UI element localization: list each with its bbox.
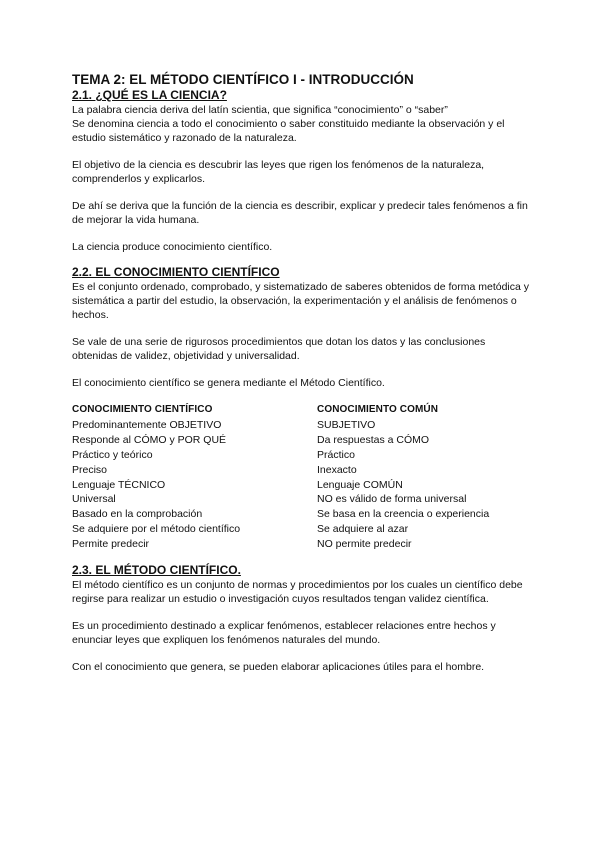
- section-1-heading: 2.1. ¿QUÉ ES LA CIENCIA?: [72, 88, 227, 102]
- scientific-trait-item: Se adquiere por el método científico: [72, 523, 241, 536]
- scientific-column-header: CONOCIMIENTO CIENTÍFICO: [72, 404, 213, 415]
- scientific-trait-item: Permite predecir: [72, 538, 150, 551]
- scientific-knowledge-column: [72, 403, 317, 552]
- common-trait-item: Se adquiere al azar: [317, 523, 409, 536]
- scientific-trait-item: Basado en la comprobación: [72, 508, 203, 521]
- document-page: [72, 72, 532, 674]
- common-column-header: CONOCIMIENTO COMÚN: [317, 404, 439, 415]
- scientific-trait-item: Predominantemente OBJETIVO: [72, 418, 222, 431]
- common-trait-item: Se basa en la creencia o experiencia: [317, 508, 490, 521]
- s2-paragraph-1: Es el conjunto ordenado, comprobado, y sistematizado de saberes obtenidos de forma metódica y sistemática a partir del estudio, la observación, la experimentación y el análisis de fenómenos o hechos.: [72, 281, 530, 321]
- s2-paragraph-2: Se vale de una serie de rigurosos procedimientos que dotan los datos y las conclusiones obtenidas de validez, objetividad y universalidad.: [72, 336, 486, 362]
- common-knowledge-column: [317, 403, 532, 552]
- s1-paragraph-5: La ciencia produce conocimiento científico.: [72, 241, 273, 253]
- common-trait-item: Da respuestas a CÓMO: [317, 433, 430, 446]
- s1-paragraph-3: El objetivo de la ciencia es descubrir las leyes que rigen los fenómenos de la naturaleza, comprenderlos y explicarlos.: [72, 159, 485, 185]
- common-trait-item: Lenguaje COMÚN: [317, 478, 403, 491]
- document-title: TEMA 2: EL MÉTODO CIENTÍFICO I - INTRODUCCIÓN: [72, 72, 414, 87]
- comparison-table: [72, 403, 532, 552]
- s1-paragraph-2: Se denomina ciencia a todo el conocimiento o saber constituido mediante la observación y el estudio sistemático y razonado de la naturaleza.: [72, 118, 505, 144]
- scientific-trait-item: Preciso: [72, 463, 108, 476]
- s1-paragraph-4: De ahí se deriva que la función de la ciencia es describir, explicar y predecir tales fenómenos a fin de mejorar la vida humana.: [72, 200, 528, 226]
- scientific-trait-item: Universal: [72, 493, 116, 506]
- common-trait-item: NO permite predecir: [317, 538, 412, 551]
- common-trait-item: Práctico: [317, 448, 355, 461]
- common-trait-item: SUBJETIVO: [317, 418, 376, 431]
- s3-paragraph-3: Con el conocimiento que genera, se pueden elaborar aplicaciones útiles para el hombre.: [72, 661, 485, 674]
- common-trait-item: NO es válido de forma universal: [317, 493, 467, 506]
- section-3-heading: 2.3. EL MÉTODO CIENTÍFICO.: [72, 563, 241, 578]
- s1-paragraph-1: La palabra ciencia deriva del latín scientia, que significa “conocimiento” o “saber”: [72, 104, 448, 116]
- scientific-trait-item: Lenguaje TÉCNICO: [72, 478, 166, 491]
- s2-paragraph-3: El conocimiento científico se genera mediante el Método Científico.: [72, 377, 385, 389]
- scientific-trait-item: Práctico y teórico: [72, 448, 153, 461]
- common-trait-item: Inexacto: [317, 463, 357, 476]
- s3-paragraph-1: El método científico es un conjunto de normas y procedimientos por los cuales un científico debe regirse para realizar un estudio o investigación cuyos resultados tengan validez científica.: [72, 579, 523, 606]
- s3-paragraph-2: Es un procedimiento destinado a explicar fenómenos, establecer relaciones entre hechos y enunciar leyes que expliquen los fenómenos naturales del mundo.: [72, 620, 496, 647]
- scientific-trait-item: Responde al CÓMO y POR QUÉ: [72, 433, 227, 446]
- section-2-heading: 2.2. EL CONOCIMIENTO CIENTÍFICO: [72, 265, 280, 279]
